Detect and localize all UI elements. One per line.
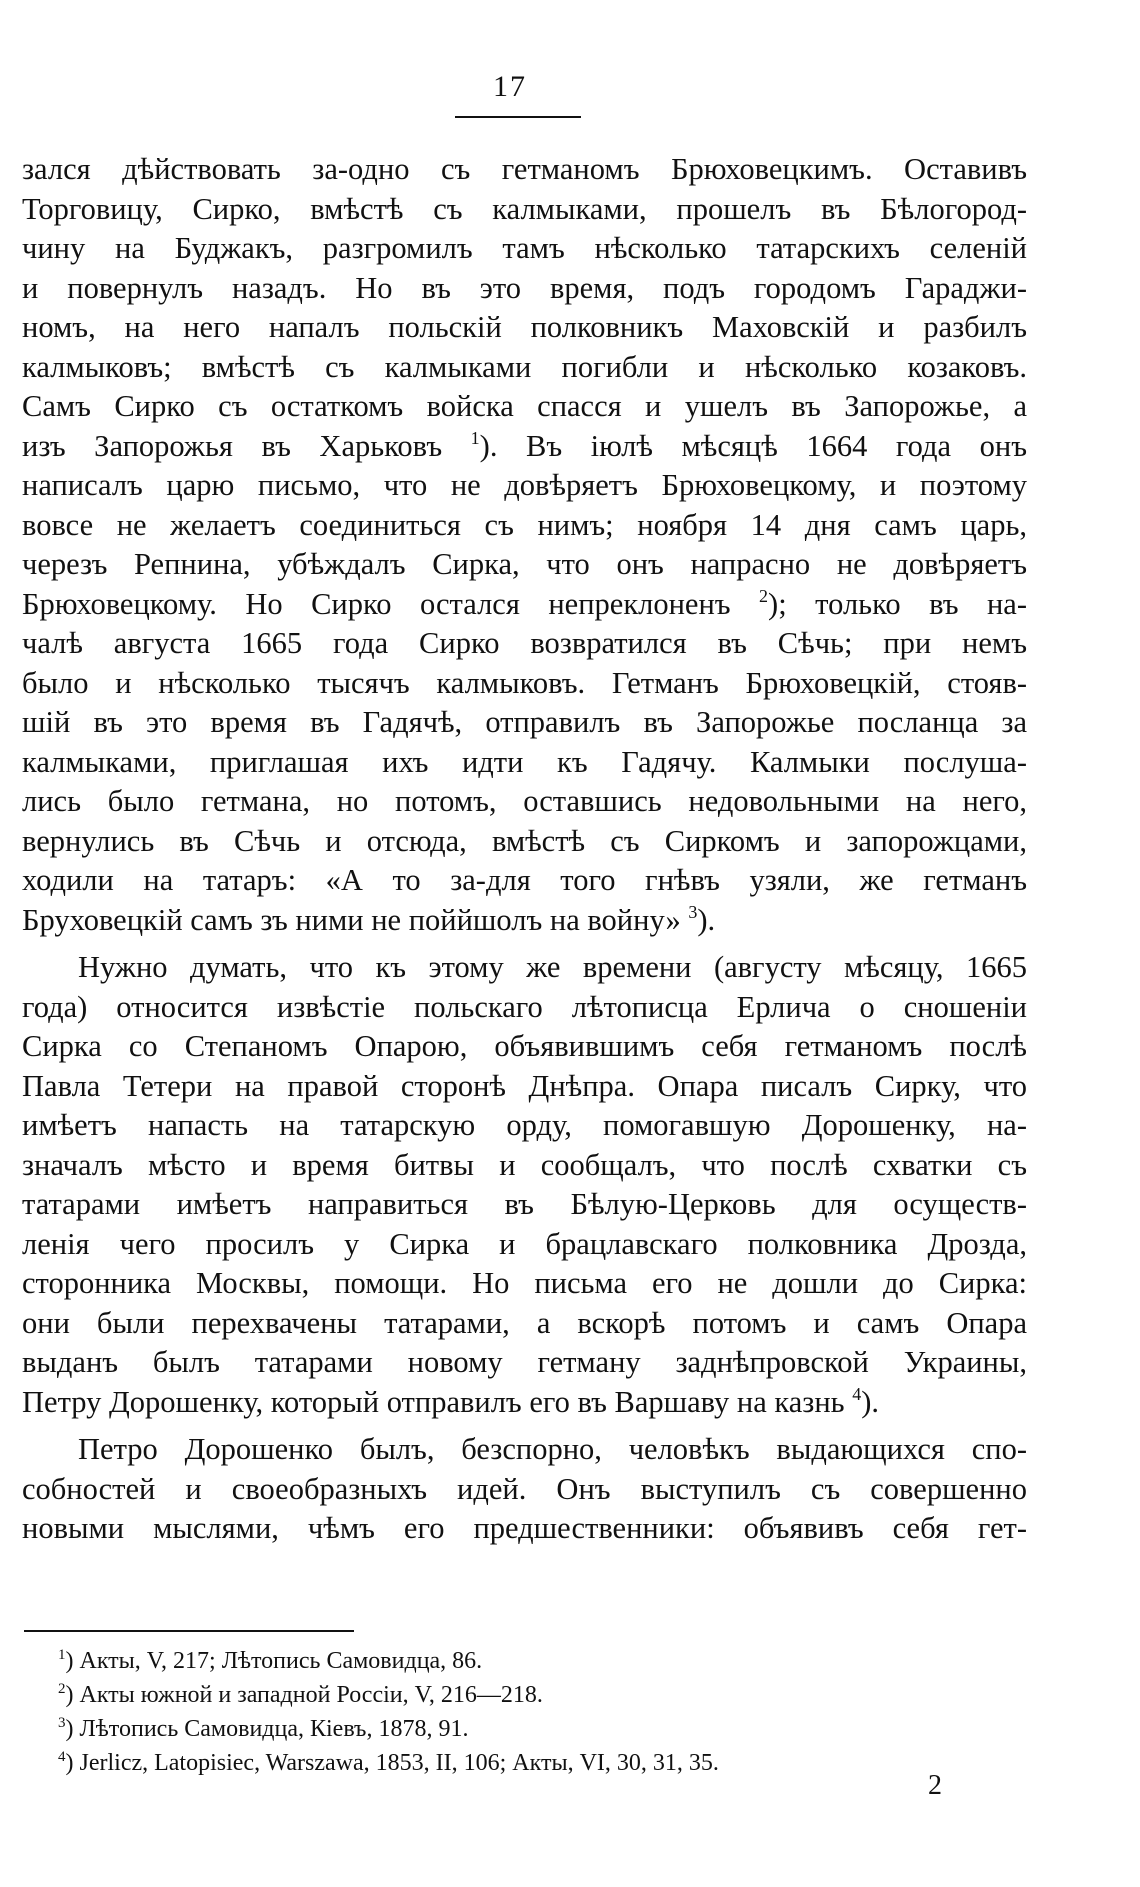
- signature-mark: 2: [928, 1770, 942, 1801]
- text-line: [22, 1383, 1027, 1423]
- text-line: Нужно думать, что къ этому же времени (августу мѣсяцу, 1665: [78, 950, 1027, 984]
- text-line: вовсе не желаетъ соединиться съ нимъ; ноября 14 дня самъ царь,: [22, 507, 1027, 542]
- footnote-mark: 1: [58, 1647, 66, 1663]
- text-segment: ).: [697, 902, 716, 937]
- text-line: имѣетъ напасть на татарскую орду, помогавшую Дорошенку, на-: [22, 1108, 1027, 1142]
- footnote-text: ) Jerlicz, Latopisiec, Warszawa, 1853, II, 106; Акты, VI, 30, 31, 35.: [65, 1750, 719, 1776]
- footnote-mark: 4: [58, 1749, 66, 1765]
- page-number-rule: [455, 116, 581, 118]
- text-line: Павла Тетери на правой сторонѣ Днѣпра. Опара писалъ Сирку, что: [22, 1068, 1027, 1103]
- footnote: [58, 1746, 1058, 1780]
- text-line: Самъ Сирко съ остаткомъ войска спасся и ушелъ въ Запорожье, а: [22, 389, 1027, 423]
- text-line: [22, 585, 1027, 625]
- text-segment: ). Въ іюлѣ мѣсяцѣ 1664 года онъ: [479, 428, 1027, 463]
- text-line: ходили на татаръ: «А то за-для того гнѣвъ узяли, же гетманъ: [22, 863, 1027, 897]
- footnote-ref: 2: [759, 585, 769, 606]
- footnote-text: ) Акты, V, 217; Лѣтопись Самовидца, 86.: [65, 1648, 483, 1674]
- text-segment: изъ Запорожья въ Харьковъ: [22, 428, 471, 463]
- text-line: собностей и своеобразныхъ идей. Онъ выступилъ съ совершенно: [22, 1471, 1027, 1506]
- body-text: [22, 150, 1027, 1549]
- text-segment: Бруховецкій самъ зъ ними не поййшолъ на войну»: [22, 902, 689, 937]
- text-line: лись было гетмана, но потомъ, оставшись недовольными на него,: [22, 784, 1027, 818]
- text-line: шій въ это время въ Гадячѣ, отправилъ въ Запорожье посланца за: [22, 705, 1027, 739]
- text-line: новыми мыслями, чѣмъ его предшественники: объявивъ себя гет-: [22, 1511, 1027, 1545]
- text-line: Сирка со Степаномъ Опарою, объявившимъ себя гетманомъ послѣ: [22, 1029, 1027, 1063]
- text-line: татарами имѣетъ направиться въ Бѣлую-Церковь для осуществ-: [22, 1187, 1027, 1221]
- text-line: ленія чего просилъ у Сирка и брацлавскаго полковника Дрозда,: [22, 1226, 1027, 1261]
- footnote-ref: 4: [852, 1383, 862, 1404]
- text-line: [22, 901, 1027, 941]
- text-line: [22, 427, 1027, 467]
- footnote-text: ) Лѣтопись Самовидца, Кіевъ, 1878, 91.: [65, 1716, 469, 1742]
- text-segment: ).: [861, 1384, 879, 1419]
- text-line: выданъ былъ татарами новому гетману заднѣпровской Украины,: [22, 1345, 1027, 1379]
- text-line: зался дѣйствовать за-одно съ гетманомъ Брюховецкимъ. Оставивъ: [22, 152, 1027, 186]
- text-line: они были перехвачены татарами, а вскорѣ потомъ и самъ Опара: [22, 1305, 1027, 1340]
- text-line: калмыками, приглашая ихъ идти къ Гадячу. Калмыки послуша-: [22, 744, 1027, 779]
- text-segment: Петру Дорошенку, который отправилъ его въ Варшаву на казнь: [22, 1384, 853, 1419]
- text-line: года) относится извѣстіе польскаго лѣтописца Ерлича о сношеніи: [22, 989, 1027, 1024]
- text-line: сторонника Москвы, помощи. Но письма его не дошли до Сирка:: [22, 1266, 1027, 1300]
- text-line: Петро Дорошенко былъ, безспорно, человѣкъ выдающихся спо-: [78, 1432, 1027, 1466]
- text-line: номъ, на него напалъ польскій полковникъ Маховскій и разбилъ: [22, 310, 1027, 344]
- text-line: значалъ мѣсто и время битвы и сообщалъ, что послѣ схватки съ: [22, 1147, 1027, 1182]
- footnote: [58, 1712, 1058, 1746]
- text-line: калмыковъ; вмѣстѣ съ калмыками погибли и нѣсколько козаковъ.: [22, 349, 1027, 384]
- text-line: вернулись въ Сѣчь и отсюда, вмѣстѣ съ Сиркомъ и запорожцами,: [22, 823, 1027, 858]
- text-line: Торговицу, Сирко, вмѣстѣ съ калмыками, прошелъ въ Бѣлогород-: [22, 191, 1027, 226]
- text-line: чалѣ августа 1665 года Сирко возвратился въ Сѣчь; при немъ: [22, 626, 1027, 660]
- text-line: и повернулъ назадъ. Но въ это время, подъ городомъ Гараджи-: [22, 270, 1027, 305]
- footnotes: [58, 1644, 1058, 1780]
- footnote: [58, 1644, 1058, 1678]
- footnote-ref: 1: [470, 427, 480, 448]
- footnote-ref: 3: [688, 901, 698, 922]
- text-line: черезъ Репнина, убѣждалъ Сирка, что онъ напрасно не довѣряетъ: [22, 547, 1027, 581]
- text-line: было и нѣсколько тысячъ калмыковъ. Гетманъ Брюховецкій, стояв-: [22, 665, 1027, 700]
- text-line: чину на Буджакъ, разгромилъ тамъ нѣсколько татарскихъ селеній: [22, 231, 1027, 265]
- footnote-mark: 3: [58, 1715, 66, 1731]
- footnote-mark: 2: [58, 1681, 66, 1697]
- footnote-rule: [24, 1630, 354, 1632]
- page-number: 17: [493, 70, 527, 103]
- text-segment: ); только въ на-: [768, 586, 1027, 621]
- footnote-text: ) Акты южной и западной Россіи, V, 216—218.: [65, 1682, 543, 1708]
- footnote: [58, 1678, 1058, 1712]
- text-line: написалъ царю письмо, что не довѣряетъ Брюховецкому, и поэтому: [22, 468, 1027, 502]
- text-segment: Брюховецкому. Но Сирко остался непреклоненъ: [22, 586, 760, 621]
